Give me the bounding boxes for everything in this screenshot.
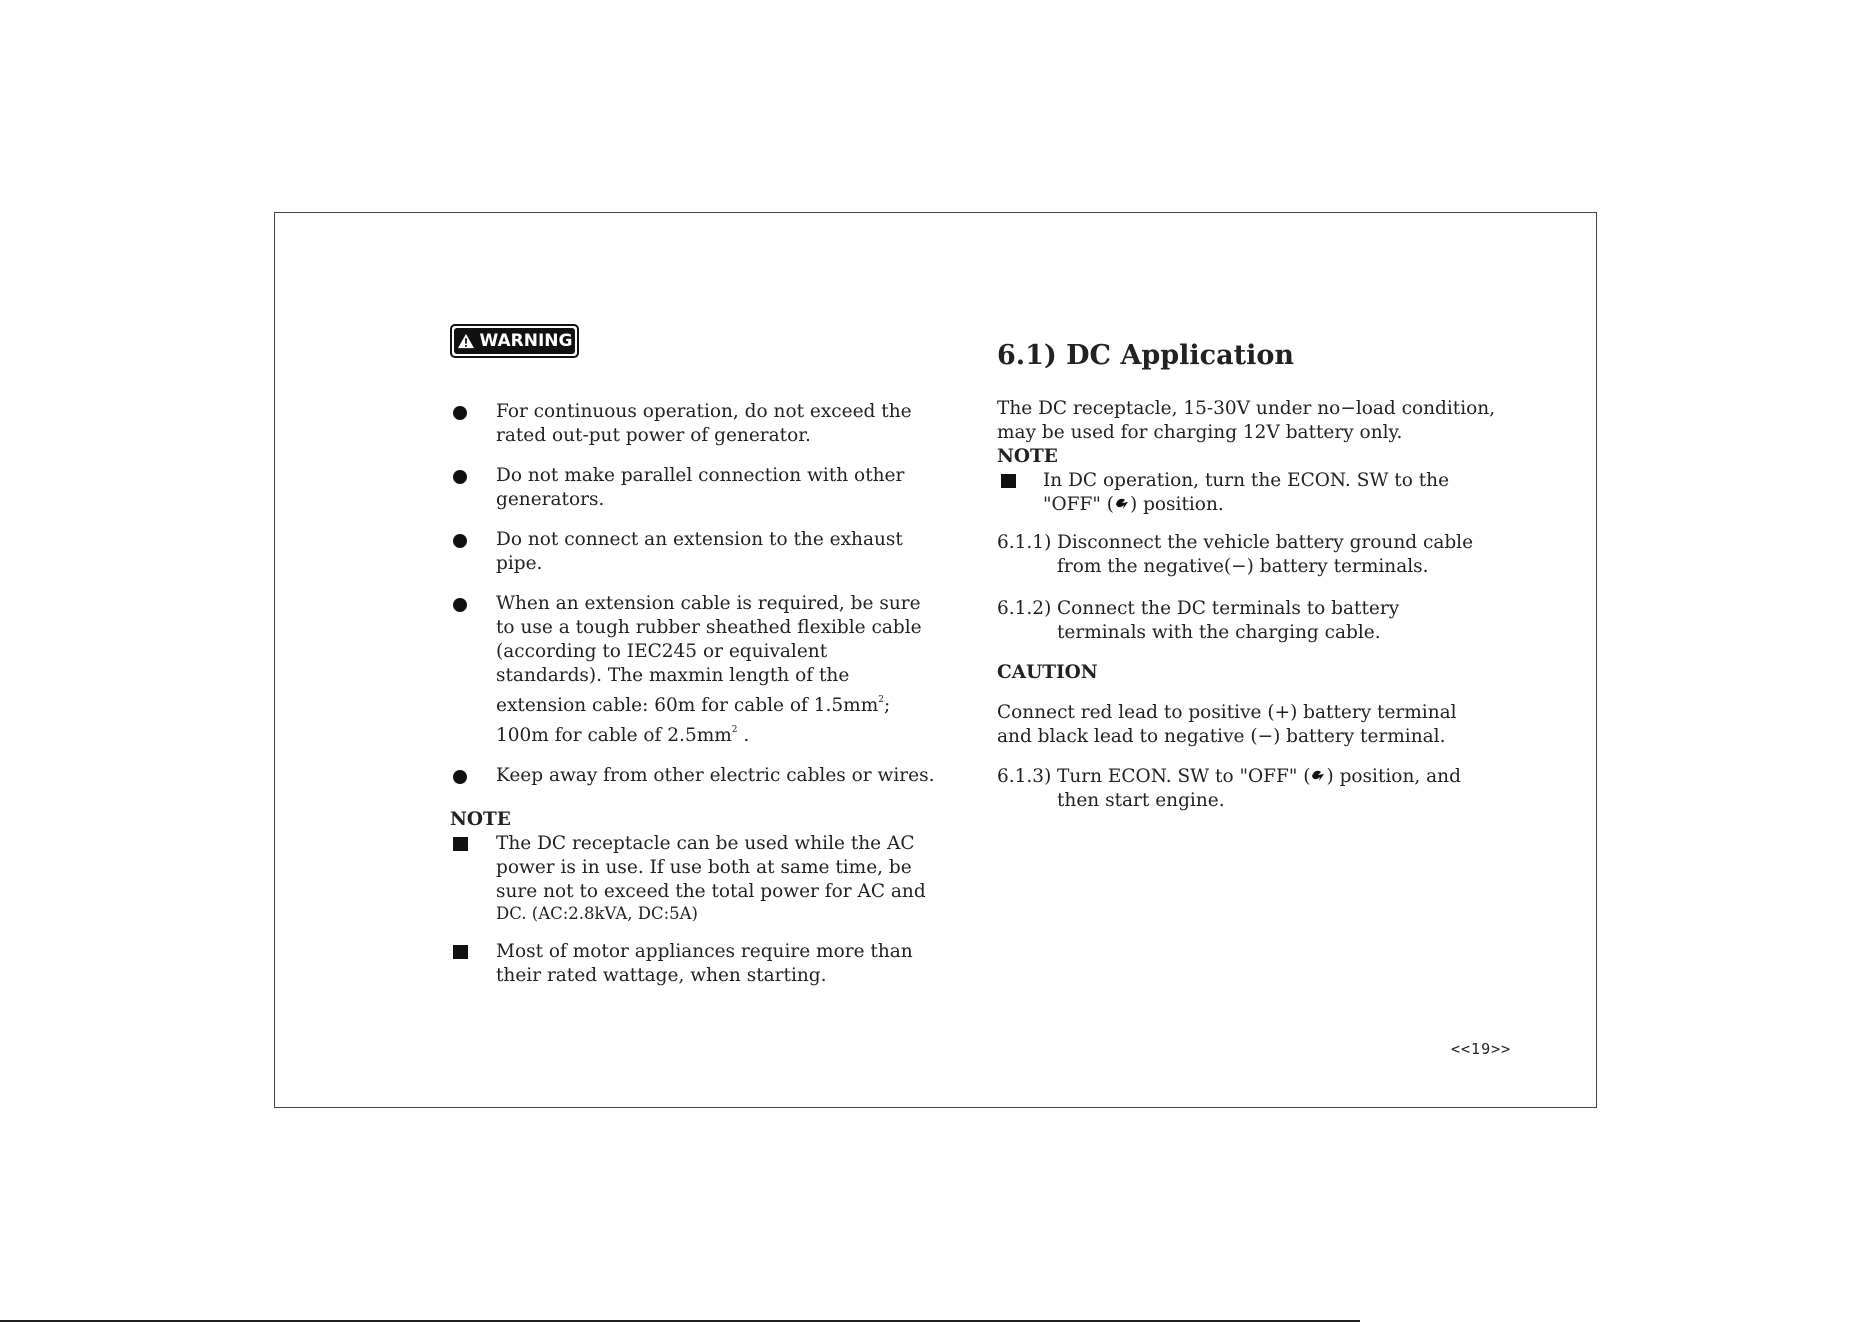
intro-paragraph: The DC receptacle, 15-30V under no−load condition, may be used for charging 12V battery only.: [997, 398, 1496, 443]
bullet-item: For continuous operation, do not exceed the rated out-put power of generator.: [450, 400, 970, 448]
warning-triangle-icon: [457, 333, 475, 349]
bullet-dot: [453, 598, 467, 612]
step-6-1-2: 6.1.2) Connect the DC terminals to battery terminals with the charging cable.: [997, 598, 1400, 643]
bullet-item: Do not make parallel connection with other generators.: [450, 464, 970, 512]
step-6-1-3: 6.1.3) Turn ECON. SW to "OFF" ( ) position, and then start engine.: [997, 766, 1461, 811]
section-title: 6.1) DC Application: [997, 340, 1294, 371]
bullet-dot: [453, 770, 467, 784]
econ-symbol-icon: [1310, 769, 1326, 783]
note-item: Most of motor appliances require more than their rated wattage, when starting.: [450, 940, 970, 988]
note-item: In DC operation, turn the ECON. SW to the "OFF" ( ) position.: [997, 469, 1517, 517]
square-bullet: [453, 837, 468, 851]
page-number: <<19>>: [1451, 1040, 1512, 1058]
caution-paragraph: Connect red lead to positive (+) battery terminal and black lead to negative (−) battery terminal.: [997, 702, 1457, 747]
square-bullet: [1001, 474, 1016, 488]
bullet-dot: [453, 406, 467, 420]
econ-symbol-icon: [1114, 497, 1130, 511]
note-item: The DC receptacle can be used while the AC power is in use. If use both at same time, be sure not to exceed the total power for AC and DC. (AC:2.8kVA, DC:5A): [450, 832, 970, 924]
caution-heading: CAUTION: [997, 662, 1098, 683]
warning-badge: [450, 324, 579, 358]
bullet-dot: [453, 470, 467, 484]
note-heading: NOTE: [997, 446, 1058, 467]
square-bullet: [453, 945, 468, 959]
bullet-dot: [453, 534, 467, 548]
bullet-item: When an extension cable is required, be sure to use a tough rubber sheathed flexible cable (according to IEC245 or equivalent standards). The maxmin length of the extension cable: 60m for cable of $1.5mm^2$; 100m for cable of $2.5mm^2$ .: [450, 592, 970, 748]
bullet-item: Do not connect an extension to the exhaust pipe.: [450, 528, 970, 576]
bottom-rule: [0, 1320, 1360, 1322]
warning-label: WARNING: [479, 331, 573, 351]
bullet-item: Keep away from other electric cables or wires.: [450, 764, 970, 788]
right-column: [997, 339, 1517, 813]
left-column: [450, 400, 970, 1004]
note-heading: NOTE: [450, 809, 511, 830]
step-6-1-1: 6.1.1) Disconnect the vehicle battery ground cable from the negative(−) battery terminals.: [997, 532, 1474, 577]
